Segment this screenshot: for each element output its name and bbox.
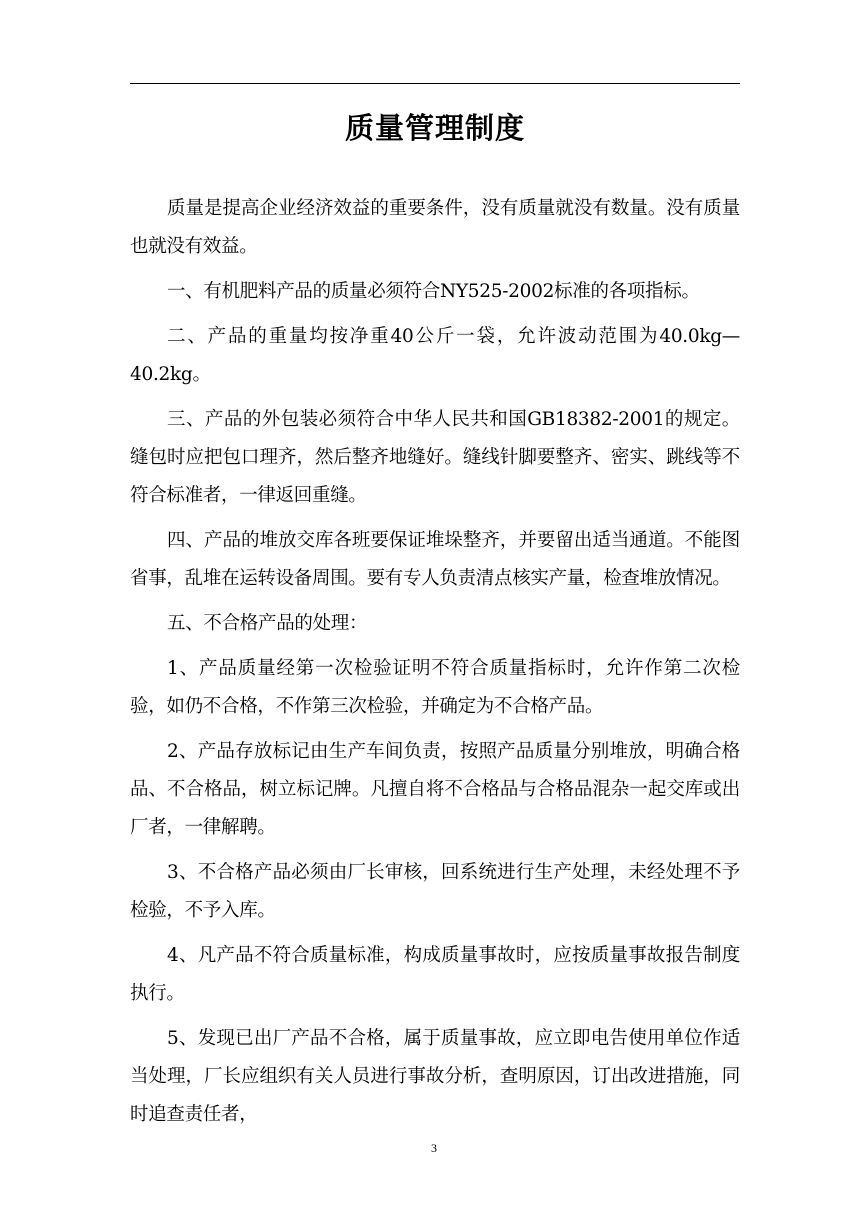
- paragraph-sub-3: 3、不合格产品必须由厂长审核，回系统进行生产处理，未经处理不予检验，不予入库。: [130, 862, 740, 921]
- paragraph-item-5: 五、不合格产品的处理：: [167, 613, 368, 634]
- paragraph-sub-1: 1、产品质量经第一次检验证明不符合质量指标时，允许作第二次检验，如仍不合格，不作第三次检验，并确定为不合格产品。: [130, 658, 740, 717]
- paragraph-sub-4: 4、凡产品不符合质量标准，构成质量事故时，应按质量事故报告制度执行。: [130, 945, 740, 1004]
- header-rule: [130, 83, 740, 84]
- document-title: 质量管理制度: [344, 111, 525, 145]
- paragraph-intro: 质量是提高企业经济效益的重要条件，没有质量就没有数量。没有质量也就没有效益。: [130, 198, 740, 257]
- paragraph-sub-5: 5、发现已出厂产品不合格，属于质量事故，应立即电告使用单位作适当处理，厂长应组织有关人员进行事故分析，查明原因，订出改进措施，同时追查责任者，: [130, 1028, 740, 1125]
- paragraph-item-4: 四、产品的堆放交库各班要保证堆垛整齐，并要留出适当通道。不能图省事，乱堆在运转设备周围。要有专人负责清点核实产量，检查堆放情况。: [130, 530, 740, 589]
- page-number: 3: [431, 1141, 437, 1155]
- document-body: [130, 190, 740, 1134]
- paragraph-sub-2: 2、产品存放标记由生产车间负责，按照产品质量分别堆放，明确合格品、不合格品，树立标记牌。凡擅自将不合格品与合格品混杂一起交库或出厂者，一律解聘。: [130, 741, 740, 838]
- paragraph-item-2: 二、产品的重量均按净重40公斤一袋，允许波动范围为40.0kg—40.2kg。: [130, 326, 740, 385]
- paragraph-item-1: 一、有机肥料产品的质量必须符合NY525-2002标准的各项指标。: [167, 281, 700, 302]
- paragraph-item-3: 三、产品的外包装必须符合中华人民共和国GB18382-2001的规定。缝包时应把包口理齐，然后整齐地缝好。缝线针脚要整齐、密实、跳线等不符合标准者，一律返回重缝。: [130, 409, 740, 506]
